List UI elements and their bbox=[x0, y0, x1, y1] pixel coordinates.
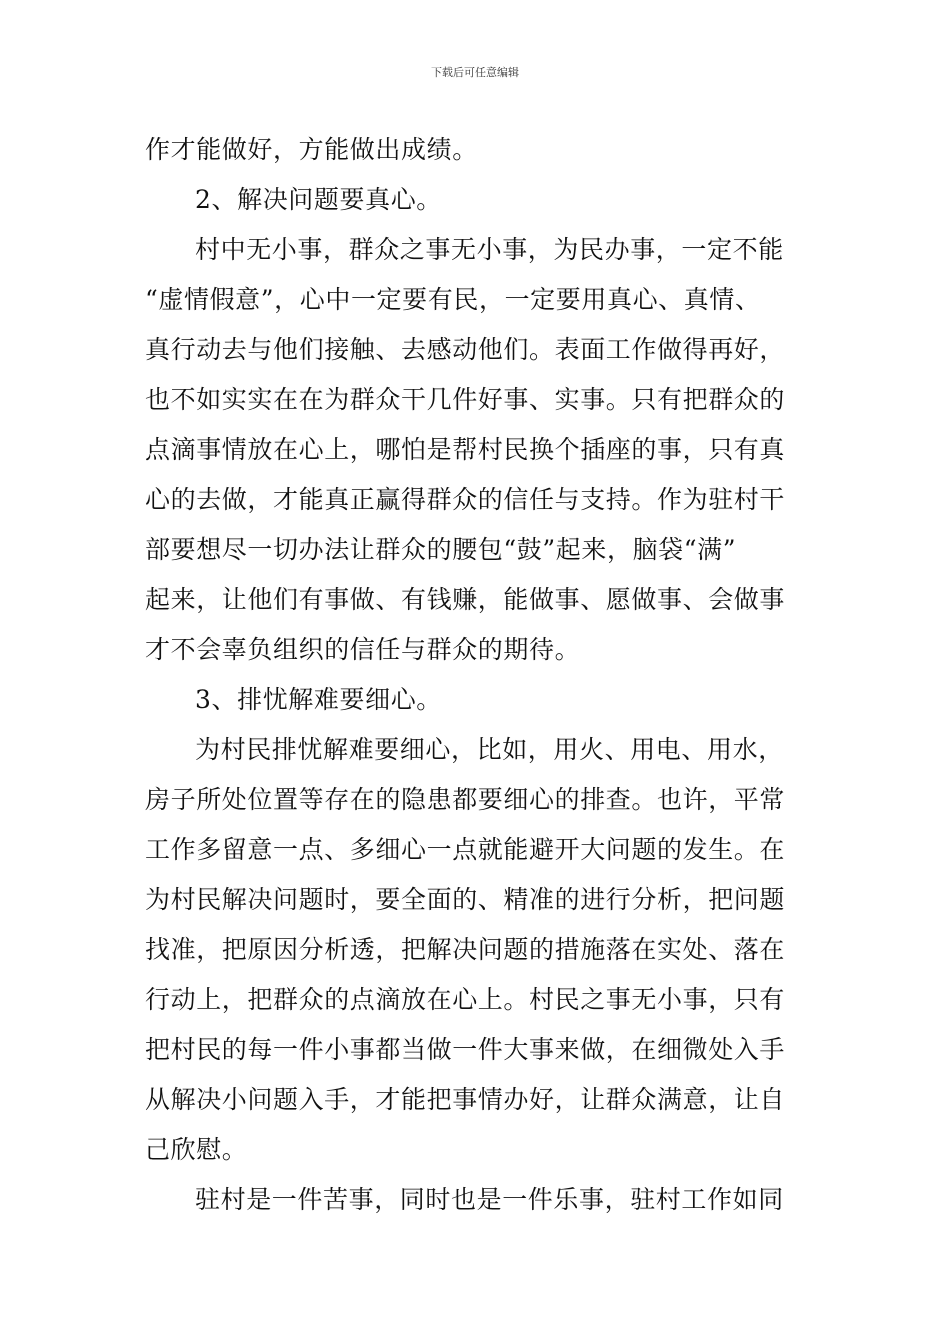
body-line: 为村民排忧解难要细心，比如，用火、用电、用水， bbox=[195, 735, 784, 764]
body-line: 行动上，把群众的点滴放在心上。村民之事无小事，只有 bbox=[145, 985, 786, 1014]
body-line: 把村民的每一件小事都当做一件大事来做，在细微处入手 bbox=[145, 1035, 786, 1064]
section-heading: 3、排忧解难要细心。 bbox=[195, 685, 442, 714]
body-line: 找准，把原因分析透，把解决问题的措施落在实处、落在 bbox=[145, 935, 786, 964]
body-line: 起来，让他们有事做、有钱赚，能做事、愿做事、会做事 bbox=[145, 585, 786, 614]
body-line: 才不会辜负组织的信任与群众的期待。 bbox=[145, 635, 581, 664]
body-line: 房子所处位置等存在的隐患都要细心的排查。也许，平常 bbox=[145, 785, 786, 814]
page-header: 下载后可任意编辑 bbox=[431, 66, 519, 79]
body-line: 也不如实实在在为群众干几件好事、实事。只有把群众的 bbox=[145, 385, 786, 414]
body-line: 己欣慰。 bbox=[145, 1135, 248, 1164]
body-line: 从解决小问题入手，才能把事情办好，让群众满意，让自 bbox=[145, 1085, 786, 1114]
body-line: 为村民解决问题时，要全面的、精准的进行分析，把问题 bbox=[145, 885, 786, 914]
body-line: 村中无小事，群众之事无小事，为民办事，一定不能 bbox=[195, 235, 784, 264]
body-line: 点滴事情放在心上，哪怕是帮村民换个插座的事，只有真 bbox=[145, 435, 786, 464]
section-heading: 2、解决问题要真心。 bbox=[195, 185, 442, 214]
body-line: 部要想尽一切办法让群众的腰包“鼓”起来，脑袋“满” bbox=[145, 535, 737, 564]
body-line: 作才能做好，方能做出成绩。 bbox=[145, 135, 478, 164]
body-line: 工作多留意一点、多细心一点就能避开大问题的发生。在 bbox=[145, 835, 786, 864]
body-line: 心的去做，才能真正赢得群众的信任与支持。作为驻村干 bbox=[145, 485, 786, 514]
body-line: “虚情假意”，心中一定要有民，一定要用真心、真情、 bbox=[145, 285, 761, 314]
body-line: 真行动去与他们接触、去感动他们。表面工作做得再好， bbox=[145, 335, 786, 364]
body-line: 驻村是一件苦事，同时也是一件乐事，驻村工作如同 bbox=[195, 1185, 784, 1214]
